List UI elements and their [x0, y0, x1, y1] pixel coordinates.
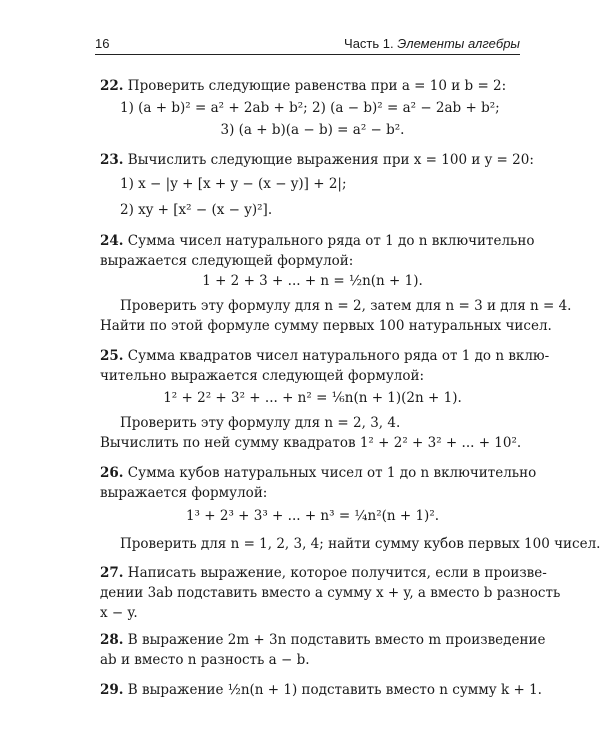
- problem-24-line-5: Найти по этой формуле сумму первых 100 натуральных чисел.: [100, 318, 552, 334]
- chapter-heading: [344, 36, 520, 51]
- page-number: 16: [95, 36, 110, 51]
- problem-24-line-4: Проверить эту формулу для n = 2, затем для n = 3 и для n = 4.: [120, 298, 572, 314]
- chapter-label: Часть 1.: [344, 36, 394, 51]
- problem-25-formula: 1² + 2² + 3² + ... + n² = ⅙n(n + 1)(2n + 1).: [163, 390, 462, 406]
- problem-22-line-3: 3) (a + b)(a − b) = a² − b².: [220, 122, 405, 138]
- problem-25-number: 25.: [100, 348, 124, 364]
- problem-25-line-1: [100, 348, 549, 364]
- problem-27-line-1: [100, 565, 547, 581]
- problem-26-line-2: выражается формулой:: [100, 485, 268, 501]
- problem-25-text: Сумма квадратов чисел натурального ряда от 1 до n вклю-: [127, 348, 550, 364]
- problem-28-line-2: ab и вместо n разность a − b.: [100, 652, 310, 668]
- problem-22-text: Проверить следующие равенства при a = 10 и b = 2:: [127, 78, 507, 94]
- problem-23-line-1: [100, 152, 534, 168]
- problem-27-line-3: x − y.: [100, 605, 138, 621]
- problem-23-line-3: 2) xy + [x² − (x − y)²].: [120, 202, 273, 218]
- problem-24-formula: 1 + 2 + 3 + ... + n = ½n(n + 1).: [202, 273, 423, 289]
- problem-27-number: 27.: [100, 565, 124, 581]
- problem-26-number: 26.: [100, 465, 124, 481]
- problem-26-formula: 1³ + 2³ + 3³ + ... + n³ = ¼n²(n + 1)².: [185, 508, 440, 524]
- page-header: [95, 34, 520, 55]
- problem-28-line-1: [100, 632, 545, 648]
- problem-24-line-2: выражается следующей формулой:: [100, 253, 354, 269]
- problem-28-text: В выражение 2m + 3n подставить вместо m произведение: [127, 632, 546, 648]
- problem-23-text: Вычислить следующие выражения при x = 100 и y = 20:: [127, 152, 534, 168]
- problem-22-line-2: 1) (a + b)² = a² + 2ab + b²; 2) (a − b)² = a² − 2ab + b²;: [120, 100, 500, 116]
- problem-27-text: Написать выражение, которое получится, если в произве-: [127, 565, 547, 581]
- problem-22-line-1: [100, 78, 506, 94]
- problem-24-line-1: [100, 233, 535, 249]
- problem-26-line-4: Проверить для n = 1, 2, 3, 4; найти сумму кубов первых 100 чисел.: [120, 536, 600, 552]
- problem-29-text: В выражение ½n(n + 1) подставить вместо n сумму k + 1.: [127, 682, 542, 698]
- problem-26-text: Сумма кубов натуральных чисел от 1 до n включительно: [127, 465, 537, 481]
- problem-22-number: 22.: [100, 78, 124, 94]
- problem-25-line-5: Вычислить по ней сумму квадратов 1² + 2² + 3² + ... + 10².: [100, 435, 522, 451]
- problem-25-line-4: Проверить эту формулу для n = 2, 3, 4.: [120, 415, 401, 431]
- problem-26-line-1: [100, 465, 536, 481]
- problem-29-line-1: [100, 682, 542, 698]
- problem-28-number: 28.: [100, 632, 124, 648]
- problem-24-text: Сумма чисел натурального ряда от 1 до n включительно: [127, 233, 535, 249]
- problem-25-line-2: чительно выражается следующей формулой:: [100, 368, 425, 384]
- problem-29-number: 29.: [100, 682, 124, 698]
- problem-24-number: 24.: [100, 233, 124, 249]
- problem-27-line-2: дении 3ab подставить вместо a сумму x + y, а вместо b разность: [100, 585, 561, 601]
- problem-23-line-2: 1) x − |y + [x + y − (x − y)] + 2|;: [120, 176, 347, 192]
- chapter-title: Элементы алгебры: [397, 36, 520, 51]
- problem-23-number: 23.: [100, 152, 124, 168]
